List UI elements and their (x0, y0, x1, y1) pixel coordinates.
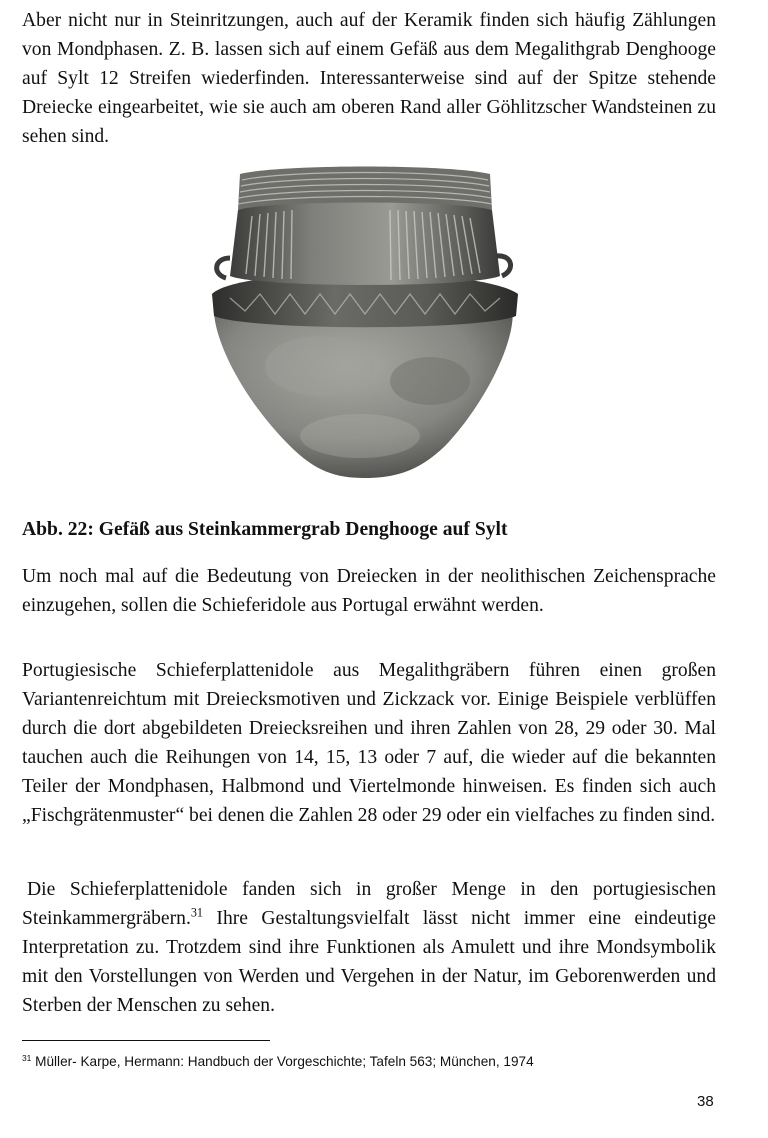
page-number: 38 (697, 1093, 714, 1110)
footnote-reference[interactable]: 31 (190, 905, 203, 920)
footnote-number: 31 (22, 1052, 32, 1063)
paragraph-text-part1: Die Schieferplattenidole fanden sich in großer Menge in den portugiesischen Steinkammergräbern. (22, 879, 716, 929)
paragraph-ceramic-moon-phases: Aber nicht nur in Steinritzungen, auch auf der Keramik finden sich häufig Zählungen von Mondphasen. Z. B. lassen sich auf einem Gefäß aus dem Megalithgrab Denghooge auf Sylt 12 Streifen wiederfinden. Interessanterweise sind auf der Spitze stehende Dreiecke eingearbeitet, wie sie auch am oberen Rand aller Göhlitzscher Wandsteinen zu sehen sind. (22, 10, 716, 147)
paragraph-slate-idols-graves (22, 875, 716, 1020)
paragraph-text-part2: Ihre Gestaltungsvielfalt lässt nicht immer eine eindeutige Interpretation zu. Trotzdem sind ihre Funktionen als Amulett und ihre Mondsymbolik mit den Vorstellungen von Werden und Vergehen in der Natur, im Geborenwerden und Sterben der Menschen zu sehen. (22, 908, 716, 1016)
paragraph-slate-idols: Portugiesische Schieferplattenidole aus Megalithgräbern führen einen großen Variantenreichtum mit Dreiecksmotiven und Zickzack vor. Einige Beispiele verblüffen durch die dort abgebildeten Dreiecksreihen und ihren Zahlen von 28, 29 oder 30. Mal tauchen auch die Reihungen von 14, 15, 13 oder 7 auf, die wieder auf die bekannten Teiler der Mondphasen, Halbmond und Viertelmonde hinweisen. Es finden sich auch „Fischgrätenmuster“ bei denen die Zahlen 28 oder 29 oder ein vielfaches zu finden sind. (22, 660, 716, 826)
paragraph-triangle-symbolism: Um noch mal auf die Bedeutung von Dreiecken in der neolithischen Zeichensprache einzugehen, sollen die Schieferidole aus Portugal erwähnt werden. (22, 566, 716, 616)
footnote-divider (22, 1040, 270, 1041)
footnote-text: Müller- Karpe, Hermann: Handbuch der Vorgeschichte; Tafeln 563; München, 1974 (31, 1054, 534, 1069)
vessel-figure (200, 166, 530, 492)
figure-caption: Abb. 22: Gefäß aus Steinkammergrab Denghooge auf Sylt (22, 519, 508, 540)
footnote (22, 1053, 534, 1071)
vessel-photo (200, 166, 530, 492)
